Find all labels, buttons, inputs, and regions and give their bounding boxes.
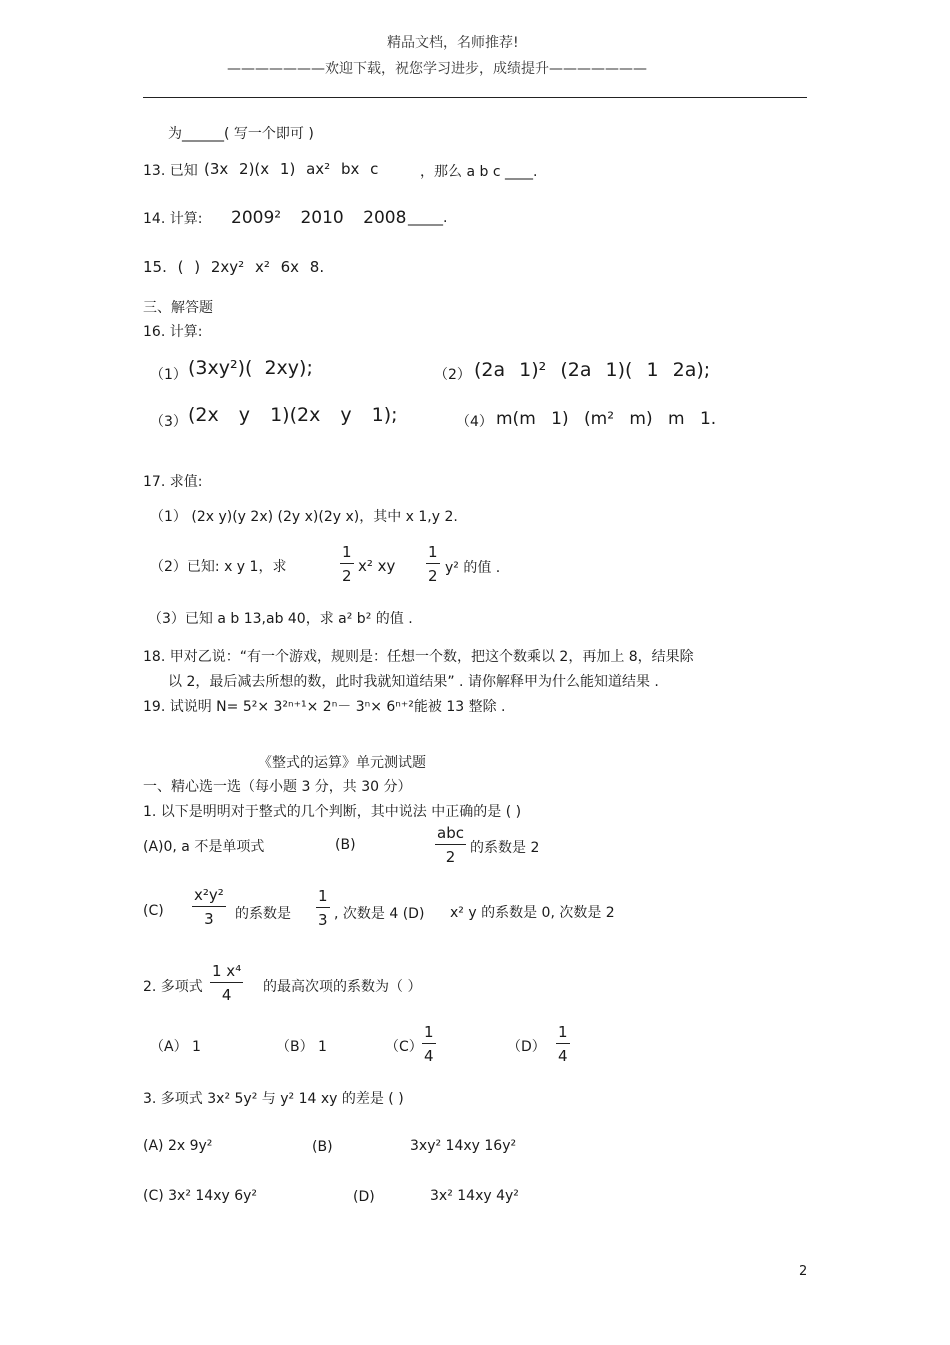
q17-fraction-1 xyxy=(340,543,354,585)
mc2-stem-a: 2. 多项式 xyxy=(143,979,203,995)
section-1-title: 一、精心选一选（每小题 3 分，共 30 分） xyxy=(143,779,412,795)
q16-item-3-no: （3） xyxy=(150,414,187,430)
q17-part-2-b: x² xy xyxy=(358,557,396,575)
mc2-option-b: （B） 1 xyxy=(276,1039,327,1055)
q14-label: 14. 计算: xyxy=(143,211,203,227)
q17-fraction-1-num: 1 xyxy=(340,543,354,564)
mc1-option-b-tail: 的系数是 2 xyxy=(470,840,540,856)
mc1-option-b-label: (B) xyxy=(335,837,356,853)
mc2-fraction-num: 1 x⁴ xyxy=(210,962,243,983)
mc1-option-c-label: (C) xyxy=(143,903,164,919)
test-title: 《整式的运算》单元测试题 xyxy=(258,755,426,771)
mc2-fraction xyxy=(210,962,243,1004)
q18-line-2: 以 2，最后减去所想的数，此时我就知道结果” . 请你解释甲为什么能知道结果 . xyxy=(168,674,659,690)
q16-label: 16. 计算: xyxy=(143,324,203,340)
mc1-option-b-num: abc xyxy=(435,824,466,845)
mc1-option-c-den-2: 3 xyxy=(318,911,328,929)
mc1-option-a: (A)0, a 不是单项式 xyxy=(143,839,265,855)
mc1-option-c-den: 3 xyxy=(204,910,214,928)
mc2-option-c-num: 1 xyxy=(422,1023,436,1044)
mc1-option-c-num: x²y² xyxy=(192,886,226,907)
q16-item-2-expr: (2a 1)² (2a 1)( 1 2a); xyxy=(474,359,711,381)
mc1-option-c-fraction xyxy=(192,886,226,928)
mc2-option-c-fraction xyxy=(422,1023,436,1065)
mc2-stem-b: 的最高次项的系数为（ ） xyxy=(263,979,422,995)
q17-part-2-c: y² 的值 . xyxy=(445,560,501,576)
mc2-option-d-label: （D） xyxy=(507,1039,546,1055)
q14-tail: _____. xyxy=(408,210,448,226)
mc1-option-b-fraction xyxy=(435,824,466,866)
q17-part-2-a: （2）已知: x y 1，求 xyxy=(150,559,287,575)
mc3-option-d-expr: 3x² 14xy 4y² xyxy=(430,1188,519,1204)
mc2-option-a: （A） 1 xyxy=(150,1039,201,1055)
mc3-option-c: (C) 3x² 14xy 6y² xyxy=(143,1188,258,1204)
q15-body: ( ) 2xy² x² 6x 8. xyxy=(177,258,325,276)
q12-tail: 为______( 写一个即可 ) xyxy=(168,126,314,142)
q17-part-1: （1） (2x y)(y 2x) (2y x)(2y x)，其中 x 1,y 2. xyxy=(150,509,458,525)
mc3-option-b-label: (B) xyxy=(312,1139,333,1155)
mc2-option-c-den: 4 xyxy=(424,1047,434,1065)
q16-item-4-expr: m(m 1) (m² m) m 1. xyxy=(496,409,717,429)
q17-fraction-1-den: 2 xyxy=(342,567,352,585)
mc2-option-d-den: 4 xyxy=(558,1047,568,1065)
page-number: 2 xyxy=(799,1264,808,1279)
mc2-option-c-label: （C） xyxy=(385,1039,423,1055)
q17-fraction-2-num: 1 xyxy=(426,543,440,564)
mc3-stem: 3. 多项式 3x² 5y² 与 y² 14 xy 的差是 ( ) xyxy=(143,1091,404,1107)
q13-expr: (3x 2)(x 1) ax² bx c xyxy=(204,160,379,178)
mc2-fraction-den: 4 xyxy=(221,986,232,1004)
q15-expr xyxy=(143,258,324,276)
q19: 19. 试说明 N= 5²× 3²ⁿ⁺¹× 2ⁿ－ 3ⁿ× 6ⁿ⁺²能被 13 整除 . xyxy=(143,699,506,715)
q16-item-3-expr: (2x y 1)(2x y 1); xyxy=(188,404,398,426)
mc2-option-d-fraction xyxy=(556,1023,570,1065)
mc3-option-d-label: (D) xyxy=(353,1189,375,1205)
mc1-stem: 1. 以下是明明对于整式的几个判断，其中说法 中正确的是 ( ) xyxy=(143,804,522,820)
q15-label: 15. xyxy=(143,258,167,276)
q14-expr: 2009² 2010 2008 xyxy=(231,208,407,228)
q16-item-4-no: （4） xyxy=(456,414,493,430)
q16-item-2-no: （2） xyxy=(434,367,471,383)
mc3-option-b-expr: 3xy² 14xy 16y² xyxy=(410,1138,517,1154)
mc2-option-d-num: 1 xyxy=(556,1023,570,1044)
q17-label: 17. 求值: xyxy=(143,474,203,490)
mc1-option-c-tail: 的系数是 xyxy=(235,906,291,922)
header-title: 精品文档，名师推荐! xyxy=(387,35,519,51)
q13-label: 13. 已知 xyxy=(143,163,198,179)
q13-tail: ，那么 a b c ____. xyxy=(420,164,538,180)
header-slogan: ———————欢迎下载，祝您学习进步，成绩提升——————— xyxy=(227,61,647,77)
mc1-option-c-num-2: 1 xyxy=(316,887,330,908)
mc1-option-c-tail-2: , 次数是 4 (D) xyxy=(334,906,425,922)
mc1-option-b-den: 2 xyxy=(445,848,456,866)
q16-item-1-no: （1） xyxy=(150,367,187,383)
section-3-title: 三、解答题 xyxy=(143,300,213,316)
q17-fraction-2 xyxy=(426,543,440,585)
mc1-option-d-tail: x² y 的系数是 0, 次数是 2 xyxy=(450,905,615,921)
mc1-option-c-fraction-2 xyxy=(316,887,330,929)
q17-fraction-2-den: 2 xyxy=(428,567,438,585)
q16-item-1-expr: (3xy²)( 2xy); xyxy=(188,357,313,379)
header-rule xyxy=(143,97,807,98)
mc3-option-a: (A) 2x 9y² xyxy=(143,1138,213,1154)
q17-part-3: （3）已知 a b 13,ab 40，求 a² b² 的值 . xyxy=(148,611,413,627)
q18-line-1: 18. 甲对乙说：“有一个游戏，规则是：任想一个数，把这个数乘以 2，再加上 8，结果除 xyxy=(143,649,694,665)
